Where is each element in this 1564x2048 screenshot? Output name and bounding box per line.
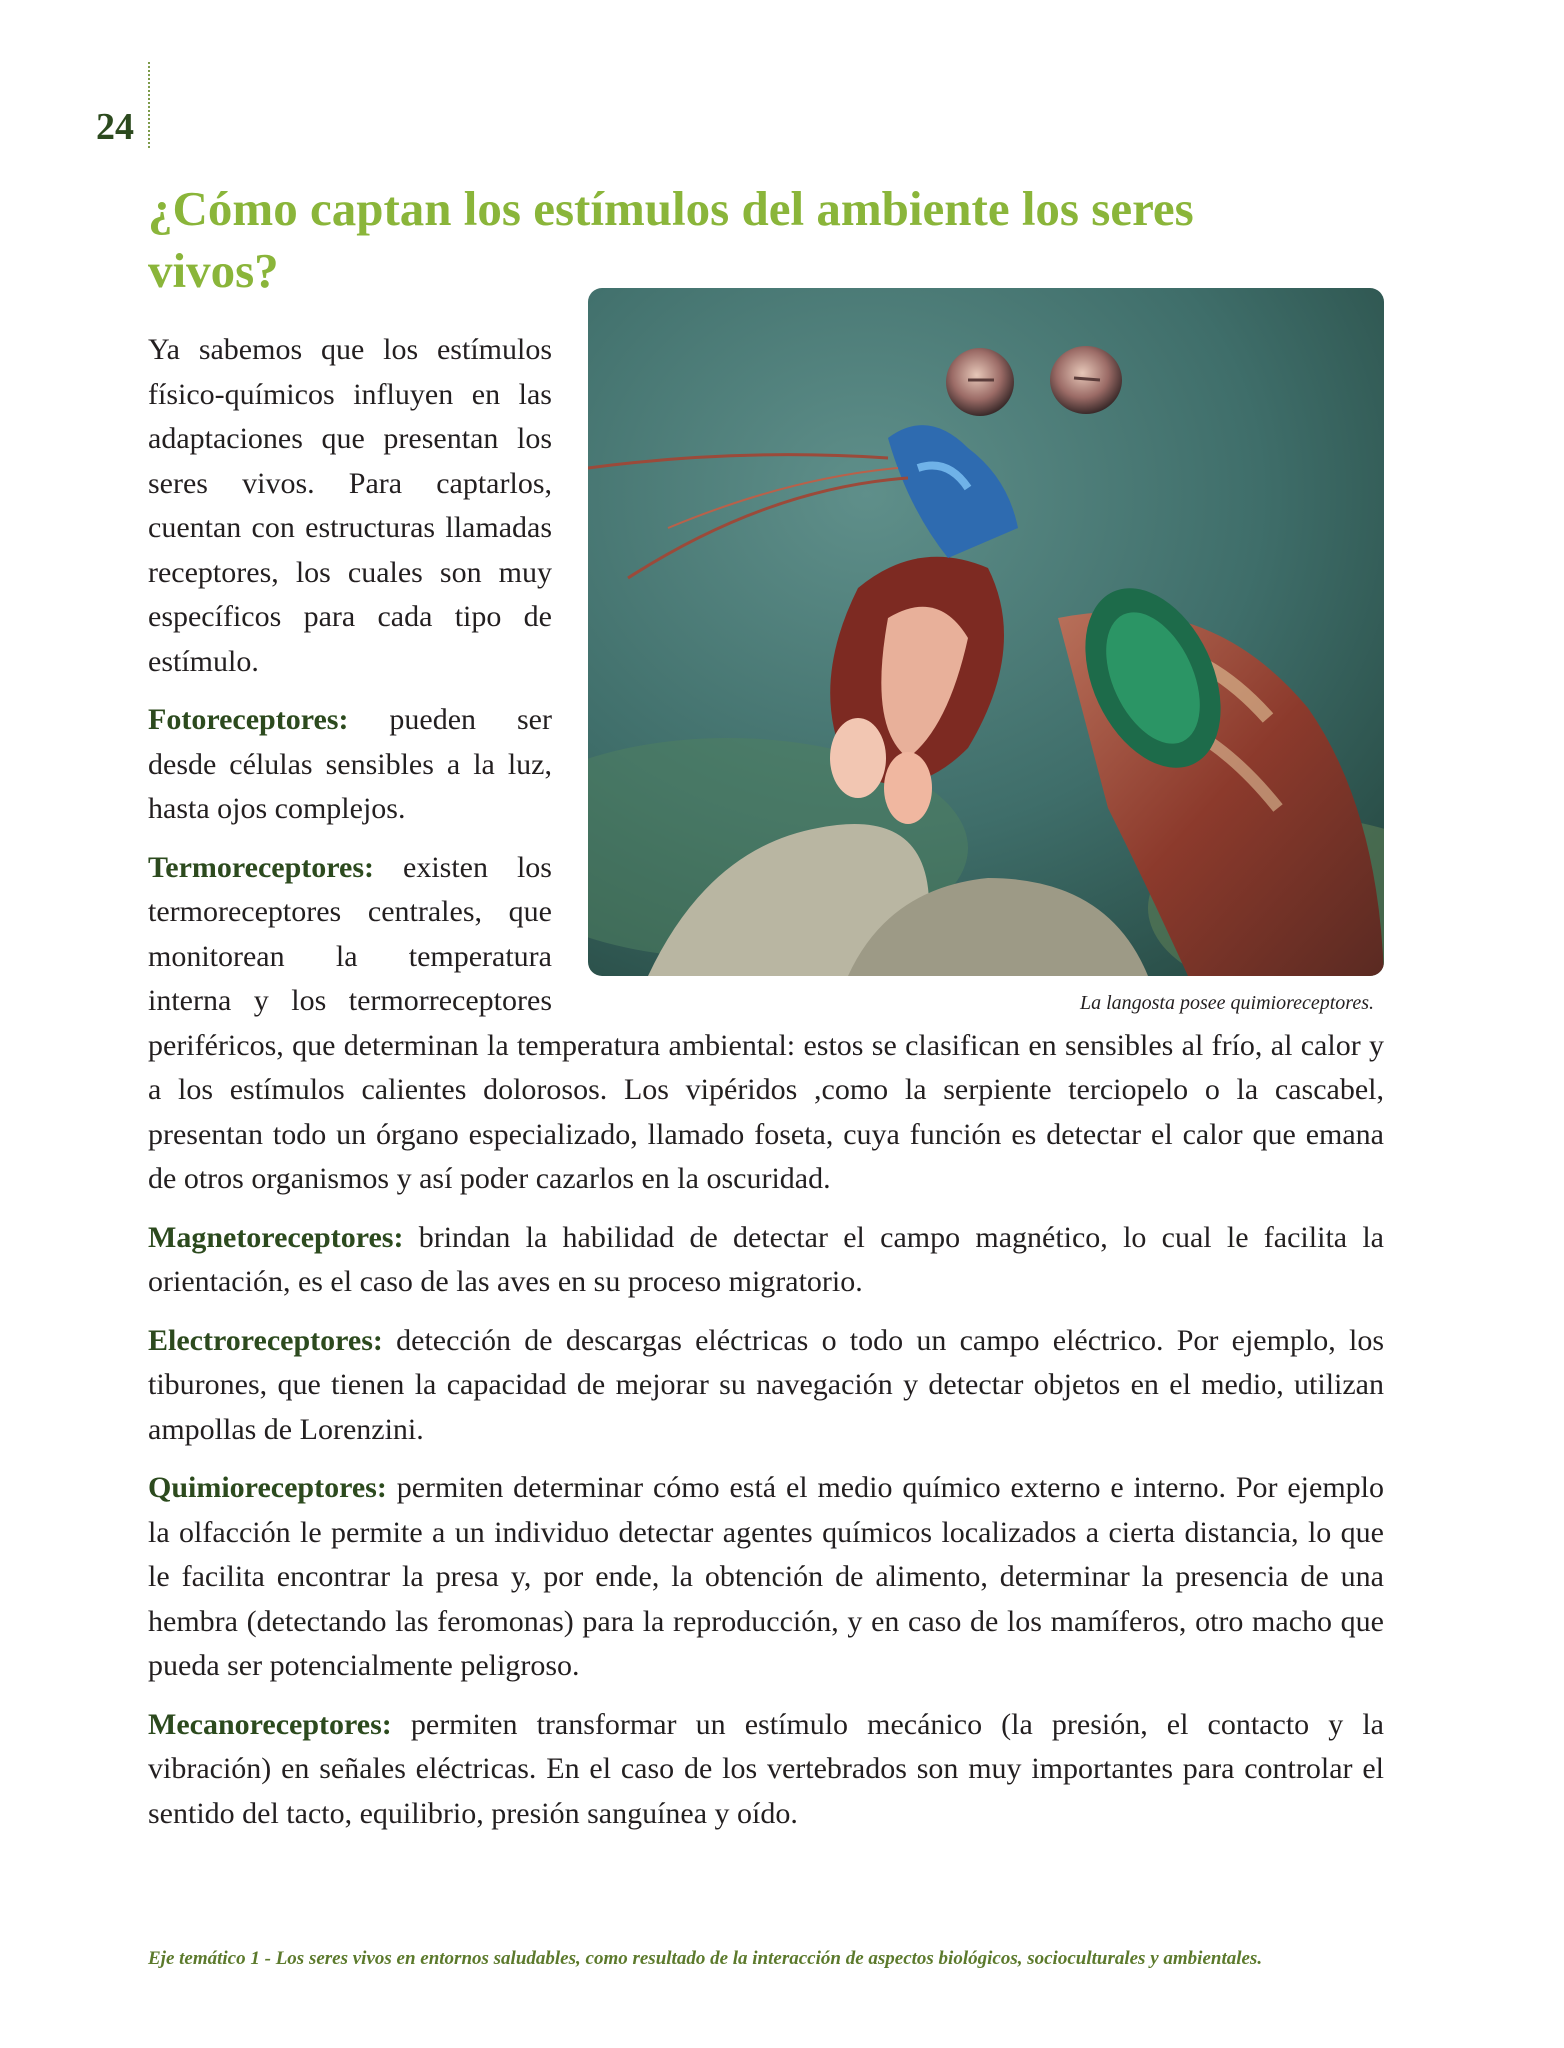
section-text: existen los termoreceptores centrales, que monitorean la temperatura interna y los termorreceptores periféricos, que determinan la temperatura ambiental: estos se clasifican en sensibles al frío, al calor y a los estímulos calientes dolorosos. Los vipéridos ,como la serpiente terciopelo o la cascabel, presentan todo un órgano especializado, llamado foseta, cuya función es detectar el calor que emana de otros organismos y así poder cazarlos en la oscuridad.	[148, 850, 1384, 1195]
section-term: Mecanoreceptores:	[148, 1707, 392, 1741]
figure	[588, 288, 1384, 1016]
figure-caption: La langosta posee quimioreceptores.	[1079, 992, 1374, 1014]
intro-paragraph: Ya sabemos que los estímulos físico-químicos influyen en las adaptaciones que presentan los seres vivos. Para captarlos, cuentan con estructuras llamadas receptores, los cuales son muy específicos para cada tipo de estímulo.	[148, 333, 552, 678]
section-text: detección de descargas eléctricas o todo un campo eléctrico. Por ejemplo, los tiburones, que tienen la capacidad de mejorar su navegación y detectar objetos en el medio, utilizan ampollas de Lorenzini.	[148, 1323, 1385, 1446]
section-mecanoreceptores	[148, 1703, 1384, 1837]
section-text: brindan la habilidad de detectar el campo magnético, lo cual le facilita la orientación, es el caso de las aves en su proceso migratorio.	[148, 1220, 1385, 1298]
section-text: pueden ser desde células sensibles a la luz, hasta ojos complejos.	[148, 703, 552, 825]
section-text: permiten determinar cómo está el medio químico externo e interno. Por ejemplo la olfacción le permite a un individuo detectar agentes químicos localizados a cierta distancia, lo que le facilita encontrar la presa y, por ende, la obtención de alimento, determinar la presencia de una hembra (detectando las feromonas) para la reproducción, y en caso de los mamíferos, otro macho que pueda ser potencialmente peligroso.	[148, 1471, 1384, 1682]
section-term: Electroreceptores:	[148, 1323, 383, 1357]
page-number: 24	[96, 106, 134, 148]
main-content	[148, 328, 1384, 1850]
page-title: ¿Cómo captan los estímulos del ambiente los seres vivos?	[148, 181, 1194, 298]
section-quimioreceptores	[148, 1466, 1384, 1689]
section-text: permiten transformar un estímulo mecánico (la presión, el contacto y la vibración) en señales eléctricas. En el caso de los vertebrados son muy importantes para controlar el sentido del tacto, equilibrio, presión sanguínea y oído.	[148, 1707, 1384, 1830]
mantis-shrimp-photo	[588, 288, 1384, 976]
page-footer: Eje temático 1 - Los seres vivos en entornos saludables, como resultado de la interacción de aspectos biológicos, socioculturales y ambientales.	[148, 1948, 1263, 1969]
section-electroreceptores	[148, 1319, 1384, 1453]
section-term: Magnetoreceptores:	[148, 1220, 404, 1254]
section-term: Fotoreceptores:	[148, 703, 349, 736]
section-term: Quimioreceptores:	[148, 1471, 387, 1504]
section-term: Termoreceptores:	[148, 850, 375, 884]
page-number-rule	[148, 62, 150, 148]
section-magnetoreceptores	[148, 1216, 1384, 1305]
